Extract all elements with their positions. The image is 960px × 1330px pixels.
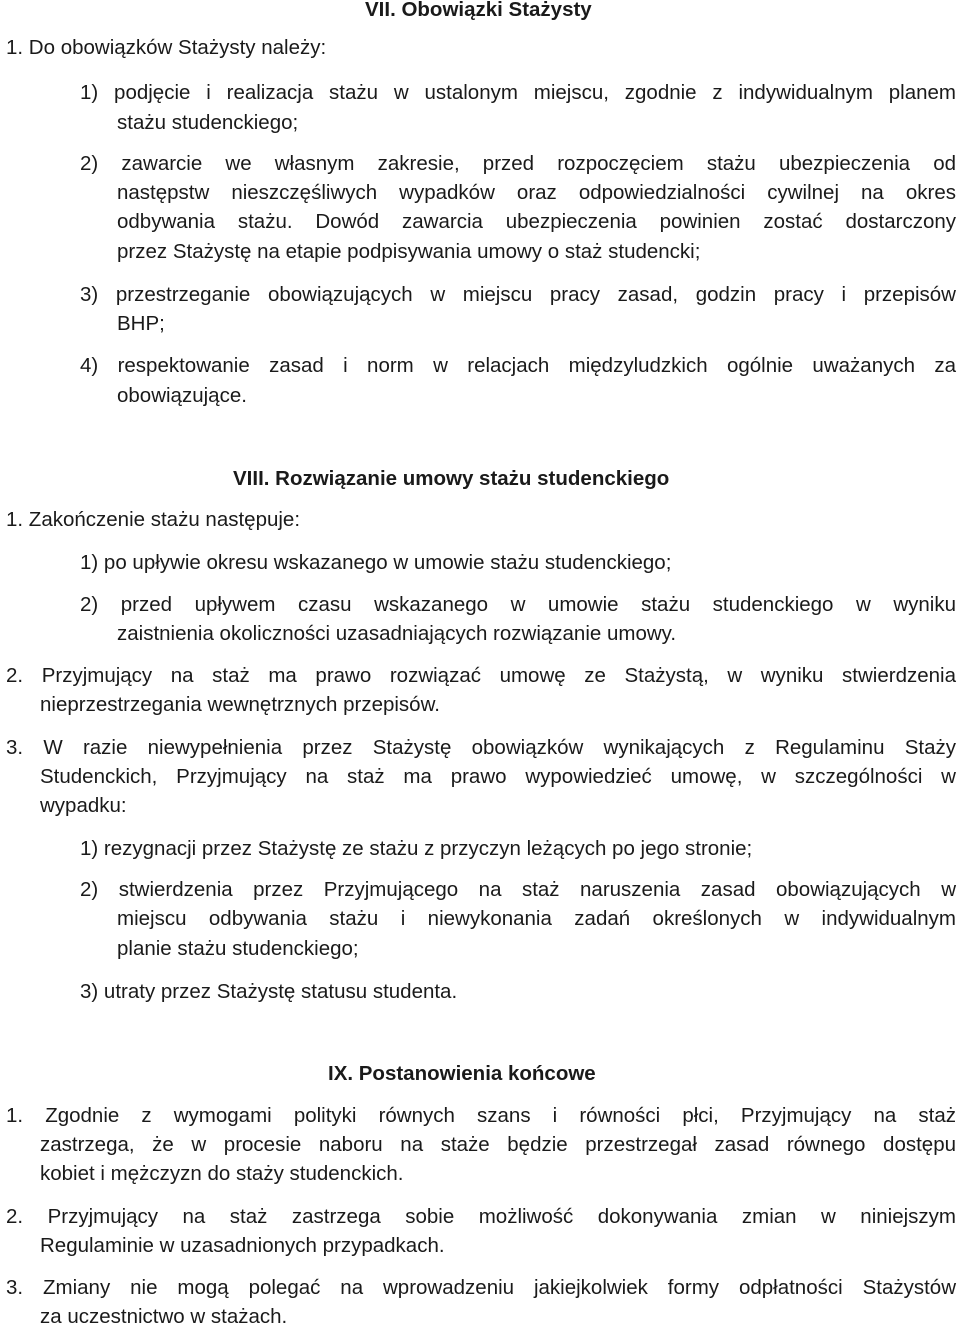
list-item-vii-1: 1) podjęcie i realizacja stażu w ustalonym miejscu, zgodnie z indywidualnym planem [80,81,956,104]
list-item-viii-3-2-cont: miejscu odbywania stażu i niewykonania zadań określonych w indywidualnym [117,907,956,930]
paragraph-viii-3: 3. W razie niewypełnienia przez Stażystę obowiązków wynikających z Regulaminu Staży [6,736,956,759]
paragraph-ix-2: 2. Przyjmujący na staż zastrzega sobie możliwość dokonywania zmian w niniejszym [6,1205,956,1228]
paragraph-ix-1: 1. Zgodnie z wymogami polityki równych szans i równości płci, Przyjmujący na staż [6,1104,956,1127]
list-item-vii-1-cont: stażu studenckiego; [117,111,299,134]
list-item-viii-3-1: 1) rezygnacji przez Stażystę ze stażu z przyczyn leżących po jego stronie; [80,837,753,860]
list-item-viii-2-cont: zaistnienia okoliczności uzasadniających rozwiązanie umowy. [117,622,677,645]
section-heading-viii: VIII. Rozwiązanie umowy stażu studenckiego [233,467,670,490]
list-item-viii-1: 1) po upływie okresu wskazanego w umowie stażu studenckiego; [80,551,672,574]
list-item-vii-4: 4) respektowanie zasad i norm w relacjach międzyludzkich ogólnie uważanych za [80,354,956,377]
list-item-vii-2-cont: przez Stażystę na etapie podpisywania umowy o staż studencki; [117,240,701,263]
paragraph-ix-2-cont: Regulaminie w uzasadnionych przypadkach. [40,1234,445,1257]
section-heading-vii: VII. Obowiązki Stażysty [365,0,592,21]
section-heading-ix: IX. Postanowienia końcowe [328,1062,596,1085]
list-item-viii-3-3: 3) utraty przez Stażystę statusu studenta. [80,980,458,1003]
list-item-viii-2: 2) przed upływem czasu wskazanego w umowie stażu studenckiego w wyniku [80,593,956,616]
list-item-vii-2: 2) zawarcie we własnym zakresie, przed rozpoczęciem stażu ubezpieczenia od [80,152,956,175]
list-item-vii-3: 3) przestrzeganie obowiązujących w miejscu pracy zasad, godzin pracy i przepisów [80,283,956,306]
list-item-vii-4-cont: obowiązujące. [117,384,247,407]
paragraph-ix-3: 3. Zmiany nie mogą polegać na wprowadzeniu jakiejkolwiek formy odpłatności Stażystów [6,1276,956,1299]
paragraph-ix-1-cont: kobiet i mężczyzn do staży studenckich. [40,1162,404,1185]
list-item-vii-2-cont: następstw nieszczęśliwych wypadków oraz odpowiedzialności cywilnej na okres [117,181,956,204]
paragraph-vii-1: 1. Do obowiązków Stażysty należy: [6,36,327,59]
paragraph-ix-3-cont: za uczestnictwo w stażach. [40,1305,288,1328]
paragraph-viii-2-cont: nieprzestrzegania wewnętrznych przepisów. [40,693,440,716]
list-item-vii-3-cont: BHP; [117,312,165,335]
paragraph-viii-3-cont: wypadku: [40,794,127,817]
list-item-viii-3-2: 2) stwierdzenia przez Przyjmującego na staż naruszenia zasad obowiązujących w [80,878,956,901]
list-item-viii-3-2-cont: planie stażu studenckiego; [117,937,359,960]
list-item-vii-2-cont: odbywania stażu. Dowód zawarcia ubezpieczenia powinien zostać dostarczony [117,210,956,233]
paragraph-viii-2: 2. Przyjmujący na staż ma prawo rozwiązać umowę ze Stażystą, w wyniku stwierdzenia [6,664,956,687]
paragraph-viii-3-cont: Studenckich, Przyjmujący na staż ma prawo wypowiedzieć umowę, w szczególności w [40,765,956,788]
paragraph-viii-1: 1. Zakończenie stażu następuje: [6,508,301,531]
paragraph-ix-1-cont: zastrzega, że w procesie naboru na staże będzie przestrzegał zasad równego dostępu [40,1133,956,1156]
